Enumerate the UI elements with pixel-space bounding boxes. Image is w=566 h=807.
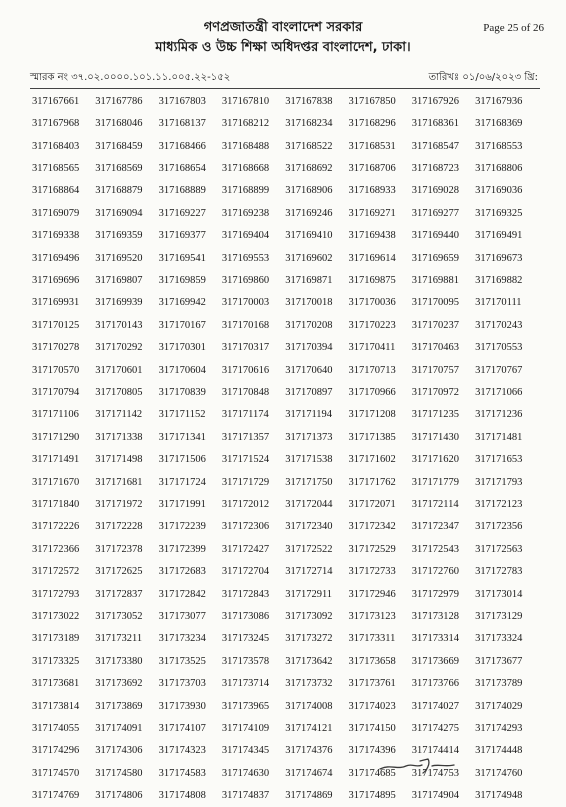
- roll-number-cell: 317172837: [95, 588, 143, 600]
- roll-number-cell: 317173245: [221, 633, 270, 645]
- roll-number-cell: 317170794: [32, 386, 80, 398]
- roll-number-cell: 317173325: [32, 655, 80, 667]
- roll-number-cell: 317169271: [348, 207, 396, 219]
- roll-number-cell: 317174121: [285, 723, 333, 735]
- roll-number-cell: 317173272: [285, 633, 333, 645]
- table-row: [32, 381, 538, 403]
- roll-number-cell: 317173578: [221, 655, 270, 667]
- roll-number-cell: 317174150: [348, 723, 396, 735]
- roll-number-cell: 317174091: [95, 723, 143, 735]
- table-row: [32, 247, 538, 269]
- roll-number-cell: 317171338: [95, 431, 143, 443]
- roll-number-cell: 317173211: [95, 633, 143, 645]
- table-row: [32, 650, 538, 672]
- roll-number-cell: 317168723: [411, 162, 460, 174]
- roll-number-cell: 317174685: [348, 767, 396, 779]
- roll-number-cell: 317172979: [411, 588, 460, 600]
- table-row: [32, 180, 538, 202]
- government-title: গণপ্রজাতন্ত্রী বাংলাদেশ সরকার: [203, 20, 363, 35]
- roll-number-cell: 317174753: [411, 767, 460, 779]
- table-row: [32, 359, 538, 381]
- roll-number-cell: 317172012: [221, 499, 270, 511]
- roll-number-cell: 317169541: [158, 252, 206, 264]
- roll-number-cell: 317172239: [158, 521, 206, 533]
- table-row: [32, 785, 538, 807]
- roll-number-cell: 317172572: [32, 566, 80, 578]
- roll-number-cell: 317173869: [95, 700, 143, 712]
- roll-number-cell: 317173965: [221, 700, 270, 712]
- roll-number-cell: 317168361: [411, 118, 460, 130]
- roll-number-cell: 317171498: [95, 454, 143, 466]
- roll-number-cell: 317167936: [475, 95, 523, 107]
- roll-number-cell: 317172427: [221, 543, 270, 555]
- roll-number-cell: 317171290: [32, 431, 80, 443]
- roll-number-cell: 317168654: [158, 162, 206, 174]
- roll-number-cell: 317173814: [32, 700, 80, 712]
- roll-number-cell: 317172911: [285, 588, 333, 600]
- table-row: [32, 157, 538, 179]
- roll-number-cell: 317171373: [285, 431, 333, 443]
- roll-number-cell: 317174674: [285, 767, 333, 779]
- roll-number-table: [32, 90, 538, 807]
- roll-number-cell: 317174580: [95, 767, 143, 779]
- roll-number-cell: 317171681: [95, 476, 143, 488]
- table-row: [32, 538, 538, 560]
- roll-number-cell: 317174323: [158, 745, 206, 757]
- roll-number-cell: 317173789: [475, 678, 523, 690]
- roll-number-cell: 317172842: [158, 588, 206, 600]
- roll-number-cell: 317171066: [475, 386, 523, 398]
- roll-number-cell: 317170966: [348, 386, 396, 398]
- roll-number-cell: 317174345: [221, 745, 270, 757]
- roll-number-cell: 317170805: [95, 386, 143, 398]
- roll-number-cell: 317169871: [285, 274, 333, 286]
- roll-number-cell: 317173658: [348, 655, 396, 667]
- roll-number-cell: 317173022: [32, 611, 80, 623]
- roll-number-cell: 317170111: [475, 297, 522, 309]
- roll-number-cell: 317169094: [95, 207, 143, 219]
- roll-number-cell: 317169404: [221, 230, 270, 242]
- table-row: [32, 561, 538, 583]
- roll-number-cell: 317168889: [158, 185, 206, 197]
- memo-number: স্মারক নং ৩৭.০২.০০০০.১০১.১১.০০৫.২২-১৫২: [30, 72, 231, 83]
- roll-number-cell: 317169859: [158, 274, 206, 286]
- roll-number-cell: 317172071: [348, 499, 396, 511]
- roll-number-cell: 317174760: [475, 767, 523, 779]
- roll-number-cell: 317170839: [158, 386, 206, 398]
- roll-number-cell: 317171670: [32, 476, 80, 488]
- roll-number-cell: 317172356: [475, 521, 523, 533]
- roll-number-cell: 317172783: [475, 566, 523, 578]
- roll-number-cell: 317173311: [348, 633, 396, 645]
- table-row: [32, 516, 538, 538]
- roll-number-cell: 317173092: [285, 611, 333, 623]
- roll-number-cell: 317172760: [411, 566, 460, 578]
- roll-number-cell: 317172714: [285, 566, 333, 578]
- roll-number-cell: 317172044: [285, 499, 333, 511]
- roll-number-cell: 317170394: [285, 342, 333, 354]
- roll-number-cell: 317174414: [411, 745, 460, 757]
- table-row: [32, 90, 538, 112]
- roll-number-cell: 317171991: [158, 499, 206, 511]
- roll-number-cell: 317168522: [285, 140, 333, 152]
- roll-number-cell: 317173234: [158, 633, 206, 645]
- table-row: [32, 673, 538, 695]
- header-divider: [30, 88, 540, 89]
- roll-number-cell: 317169875: [348, 274, 396, 286]
- roll-number-cell: 317171235: [411, 409, 460, 421]
- roll-number-cell: 317171840: [32, 499, 80, 511]
- roll-number-cell: 317172733: [348, 566, 396, 578]
- roll-number-cell: 317174583: [158, 767, 206, 779]
- roll-number-cell: 317174008: [285, 700, 333, 712]
- roll-number-cell: 317170168: [221, 319, 270, 331]
- roll-number-cell: 317170278: [32, 342, 80, 354]
- table-row: [32, 493, 538, 515]
- roll-number-cell: 317169496: [32, 252, 80, 264]
- roll-number-cell: 317174023: [348, 700, 396, 712]
- roll-number-cell: 317170553: [475, 342, 523, 354]
- roll-number-cell: 317174107: [158, 723, 206, 735]
- roll-number-cell: 317167926: [411, 95, 460, 107]
- roll-number-cell: 317168933: [348, 185, 396, 197]
- roll-number-cell: 317172340: [285, 521, 333, 533]
- roll-number-cell: 317169673: [475, 252, 523, 264]
- roll-number-cell: 317172378: [95, 543, 143, 555]
- roll-number-cell: 317173128: [411, 611, 460, 623]
- roll-number-cell: 317170301: [158, 342, 206, 354]
- table-row: [32, 605, 538, 627]
- roll-number-cell: 317169931: [32, 297, 80, 309]
- table-row: [32, 269, 538, 291]
- table-row: [32, 224, 538, 246]
- roll-number-cell: 317168569: [95, 162, 143, 174]
- roll-number-cell: 317171779: [411, 476, 460, 488]
- roll-number-cell: 317170972: [411, 386, 460, 398]
- roll-number-cell: 317173703: [158, 678, 206, 690]
- table-row: [32, 583, 538, 605]
- roll-number-cell: 317170167: [158, 319, 206, 331]
- roll-number-cell: 317174630: [221, 767, 270, 779]
- roll-number-cell: 317171750: [285, 476, 333, 488]
- roll-number-cell: 317169438: [348, 230, 396, 242]
- roll-number-cell: 317169325: [475, 207, 523, 219]
- roll-number-cell: 317171602: [348, 454, 396, 466]
- roll-number-cell: 317167838: [285, 95, 333, 107]
- roll-number-cell: 317170223: [348, 319, 396, 331]
- table-row: [32, 449, 538, 471]
- roll-number-cell: 317167803: [158, 95, 206, 107]
- roll-number-cell: 317171236: [475, 409, 523, 421]
- roll-number-cell: 317168466: [158, 140, 206, 152]
- table-row: [32, 314, 538, 336]
- roll-number-cell: 317171357: [221, 431, 270, 443]
- table-row: [32, 740, 538, 762]
- roll-number-cell: 317172946: [348, 588, 396, 600]
- roll-number-cell: 317169246: [285, 207, 333, 219]
- roll-number-cell: 317173014: [475, 588, 523, 600]
- roll-number-cell: 317172342: [348, 521, 396, 533]
- roll-number-cell: 317170317: [221, 342, 270, 354]
- roll-number-cell: 317173314: [411, 633, 460, 645]
- roll-number-cell: 317174029: [475, 700, 523, 712]
- roll-number-cell: 317174306: [95, 745, 143, 757]
- roll-number-cell: 317174109: [221, 723, 270, 735]
- roll-number-cell: 317169410: [285, 230, 333, 242]
- roll-number-cell: 317170767: [475, 364, 523, 376]
- roll-number-cell: 317174293: [475, 723, 523, 735]
- roll-number-cell: 317173525: [158, 655, 206, 667]
- roll-number-cell: 317170237: [411, 319, 460, 331]
- roll-number-cell: 317168459: [95, 140, 143, 152]
- table-row: [32, 426, 538, 448]
- roll-number-cell: 317172793: [32, 588, 80, 600]
- table-row: [32, 292, 538, 314]
- roll-number-cell: 317169659: [411, 252, 460, 264]
- roll-number-cell: 317171491: [32, 454, 80, 466]
- roll-number-cell: 317168553: [475, 140, 523, 152]
- roll-number-cell: 317171430: [411, 431, 460, 443]
- table-row: [32, 135, 538, 157]
- roll-number-cell: 317168864: [32, 185, 80, 197]
- roll-number-cell: 317167810: [221, 95, 270, 107]
- roll-number-cell: 317171972: [95, 499, 143, 511]
- roll-number-cell: 317171762: [348, 476, 396, 488]
- roll-number-cell: 317171385: [348, 431, 396, 443]
- roll-number-cell: 317170018: [285, 297, 333, 309]
- roll-number-cell: 317172399: [158, 543, 206, 555]
- roll-number-cell: 317169440: [411, 230, 460, 242]
- roll-number-cell: 317168668: [221, 162, 270, 174]
- roll-number-cell: 317170243: [475, 319, 523, 331]
- roll-number-cell: 317168879: [95, 185, 143, 197]
- roll-number-cell: 317168488: [221, 140, 270, 152]
- roll-number-cell: 317170143: [95, 319, 143, 331]
- roll-number-cell: 317168046: [95, 118, 143, 130]
- roll-number-cell: 317174869: [285, 790, 333, 802]
- roll-number-cell: 317167661: [32, 95, 80, 107]
- table-row: [32, 628, 538, 650]
- roll-number-cell: 317170757: [411, 364, 460, 376]
- roll-number-cell: 317172683: [158, 566, 206, 578]
- roll-number-cell: 317168899: [221, 185, 270, 197]
- roll-number-cell: 317171174: [221, 409, 269, 421]
- roll-number-cell: 317173692: [95, 678, 143, 690]
- roll-number-cell: 317174769: [32, 790, 80, 802]
- roll-number-cell: 317170463: [411, 342, 460, 354]
- roll-number-cell: 317174448: [475, 745, 523, 757]
- roll-number-cell: 317170713: [348, 364, 396, 376]
- roll-number-cell: 317173052: [95, 611, 143, 623]
- page-number: Page 25 of 26: [483, 22, 544, 34]
- roll-number-cell: 317169491: [475, 230, 523, 242]
- roll-number-cell: 317172529: [348, 543, 396, 555]
- roll-number-cell: 317174396: [348, 745, 396, 757]
- roll-number-cell: 317173677: [475, 655, 523, 667]
- roll-number-cell: 317169359: [95, 230, 143, 242]
- roll-number-cell: 317174895: [348, 790, 396, 802]
- roll-number-cell: 317171538: [285, 454, 333, 466]
- roll-number-cell: 317169036: [475, 185, 523, 197]
- roll-number-cell: 317169942: [158, 297, 206, 309]
- table-row: [32, 717, 538, 739]
- roll-number-cell: 317173669: [411, 655, 460, 667]
- roll-number-cell: 317171341: [158, 431, 206, 443]
- roll-number-cell: 317173086: [221, 611, 270, 623]
- roll-number-cell: 317174904: [411, 790, 460, 802]
- roll-number-cell: 317169028: [411, 185, 460, 197]
- roll-number-cell: 317169696: [32, 274, 80, 286]
- roll-number-cell: 317172347: [411, 521, 460, 533]
- roll-number-cell: 317172114: [411, 499, 459, 511]
- roll-number-cell: 317172123: [475, 499, 523, 511]
- roll-number-cell: 317171481: [475, 431, 523, 443]
- roll-number-cell: 317170036: [348, 297, 396, 309]
- roll-number-cell: 317174806: [95, 790, 143, 802]
- roll-number-cell: 317174570: [32, 767, 80, 779]
- roll-number-cell: 317173189: [32, 633, 80, 645]
- roll-number-cell: 317169860: [221, 274, 270, 286]
- roll-number-cell: 317173681: [32, 678, 80, 690]
- roll-number-cell: 317170848: [221, 386, 270, 398]
- roll-number-cell: 317168706: [348, 162, 396, 174]
- roll-number-cell: 317168234: [285, 118, 333, 130]
- roll-number-cell: 317170125: [32, 319, 80, 331]
- roll-number-cell: 317171506: [158, 454, 206, 466]
- roll-number-cell: 317170897: [285, 386, 333, 398]
- roll-number-cell: 317168403: [32, 140, 80, 152]
- roll-number-cell: 317168547: [411, 140, 460, 152]
- table-row: [32, 112, 538, 134]
- roll-number-cell: 317174808: [158, 790, 206, 802]
- roll-number-cell: 317169881: [411, 274, 460, 286]
- roll-number-cell: 317171653: [475, 454, 523, 466]
- roll-number-cell: 317173642: [285, 655, 333, 667]
- roll-number-cell: 317171194: [285, 409, 333, 421]
- roll-number-cell: 317169227: [158, 207, 206, 219]
- roll-number-cell: 317170292: [95, 342, 143, 354]
- roll-number-cell: 317169079: [32, 207, 80, 219]
- table-row: [32, 202, 538, 224]
- roll-number-cell: 317172625: [95, 566, 143, 578]
- table-row: [32, 336, 538, 358]
- roll-number-cell: 317174027: [411, 700, 460, 712]
- roll-number-cell: 317174948: [475, 790, 523, 802]
- roll-number-cell: 317168531: [348, 140, 396, 152]
- roll-number-cell: 317172306: [221, 521, 270, 533]
- roll-number-cell: 317172226: [32, 521, 80, 533]
- roll-number-cell: 317169277: [411, 207, 460, 219]
- roll-number-cell: 317170640: [285, 364, 333, 376]
- roll-number-cell: 317169338: [32, 230, 80, 242]
- roll-number-cell: 317169377: [158, 230, 206, 242]
- roll-number-cell: 317169882: [475, 274, 523, 286]
- roll-number-cell: 317171793: [475, 476, 523, 488]
- roll-number-cell: 317173732: [285, 678, 333, 690]
- roll-number-cell: 317172543: [411, 543, 460, 555]
- roll-number-cell: 317168565: [32, 162, 80, 174]
- table-row: [32, 404, 538, 426]
- roll-number-cell: 317168692: [285, 162, 333, 174]
- department-title: মাধ্যমিক ও উচ্চ শিক্ষা অধিদপ্তর বাংলাদেশ, ঢাকা।: [155, 40, 411, 55]
- roll-number-cell: 317170570: [32, 364, 80, 376]
- roll-number-cell: 317168137: [158, 118, 206, 130]
- roll-number-cell: 317173761: [348, 678, 396, 690]
- roll-number-cell: 317168906: [285, 185, 333, 197]
- roll-number-cell: 317174296: [32, 745, 80, 757]
- roll-number-cell: 317171620: [411, 454, 460, 466]
- roll-number-cell: 317167850: [348, 95, 396, 107]
- roll-number-cell: 317173930: [158, 700, 206, 712]
- roll-number-cell: 317172366: [32, 543, 80, 555]
- roll-number-cell: 317171106: [32, 409, 79, 421]
- table-row: [32, 762, 538, 784]
- roll-number-cell: 317171142: [95, 409, 143, 421]
- roll-number-cell: 317171208: [348, 409, 396, 421]
- table-row: [32, 471, 538, 493]
- roll-number-cell: 317170411: [348, 342, 396, 354]
- roll-number-cell: 317172704: [221, 566, 270, 578]
- roll-number-cell: 317170208: [285, 319, 333, 331]
- roll-number-cell: 317173714: [221, 678, 270, 690]
- roll-number-cell: 317174376: [285, 745, 333, 757]
- roll-number-cell: 317172228: [95, 521, 143, 533]
- roll-number-cell: 317174275: [411, 723, 460, 735]
- roll-number-cell: 317171152: [158, 409, 206, 421]
- roll-number-cell: 317170003: [221, 297, 270, 309]
- roll-number-cell: 317167968: [32, 118, 80, 130]
- roll-number-cell: 317169939: [95, 297, 143, 309]
- roll-number-cell: 317170604: [158, 364, 206, 376]
- roll-number-cell: 317173766: [411, 678, 460, 690]
- roll-number-cell: 317172843: [221, 588, 270, 600]
- roll-number-cell: 317170616: [221, 364, 270, 376]
- roll-number-cell: 317171729: [221, 476, 270, 488]
- roll-number-cell: 317173380: [95, 655, 143, 667]
- roll-number-cell: 317169614: [348, 252, 396, 264]
- roll-number-cell: 317173129: [475, 611, 523, 623]
- document-header: [0, 0, 566, 83]
- roll-number-cell: 317170095: [411, 297, 460, 309]
- roll-number-cell: 317173123: [348, 611, 396, 623]
- roll-number-cell: 317171524: [221, 454, 270, 466]
- roll-number-cell: 317168212: [221, 118, 270, 130]
- roll-number-cell: 317169602: [285, 252, 333, 264]
- roll-number-cell: 317169520: [95, 252, 143, 264]
- roll-number-cell: 317169807: [95, 274, 143, 286]
- roll-number-cell: 317168806: [475, 162, 523, 174]
- roll-number-cell: 317169553: [221, 252, 270, 264]
- roll-number-cell: 317172563: [475, 543, 523, 555]
- roll-number-cell: 317173077: [158, 611, 206, 623]
- roll-number-cell: 317168369: [475, 118, 523, 130]
- roll-number-cell: 317167786: [95, 95, 143, 107]
- roll-number-cell: 317169238: [221, 207, 270, 219]
- roll-number-cell: 317173324: [475, 633, 523, 645]
- table-row: [32, 695, 538, 717]
- issue-date: তারিখঃ ০১/০৬/২০২৩ খ্রি:: [428, 72, 538, 83]
- roll-number-cell: 317172522: [285, 543, 333, 555]
- roll-number-cell: 317174837: [221, 790, 270, 802]
- roll-number-cell: 317168296: [348, 118, 396, 130]
- signature-icon: [376, 752, 458, 776]
- roll-number-cell: 317174055: [32, 723, 80, 735]
- roll-number-cell: 317171724: [158, 476, 206, 488]
- roll-number-cell: 317170601: [95, 364, 143, 376]
